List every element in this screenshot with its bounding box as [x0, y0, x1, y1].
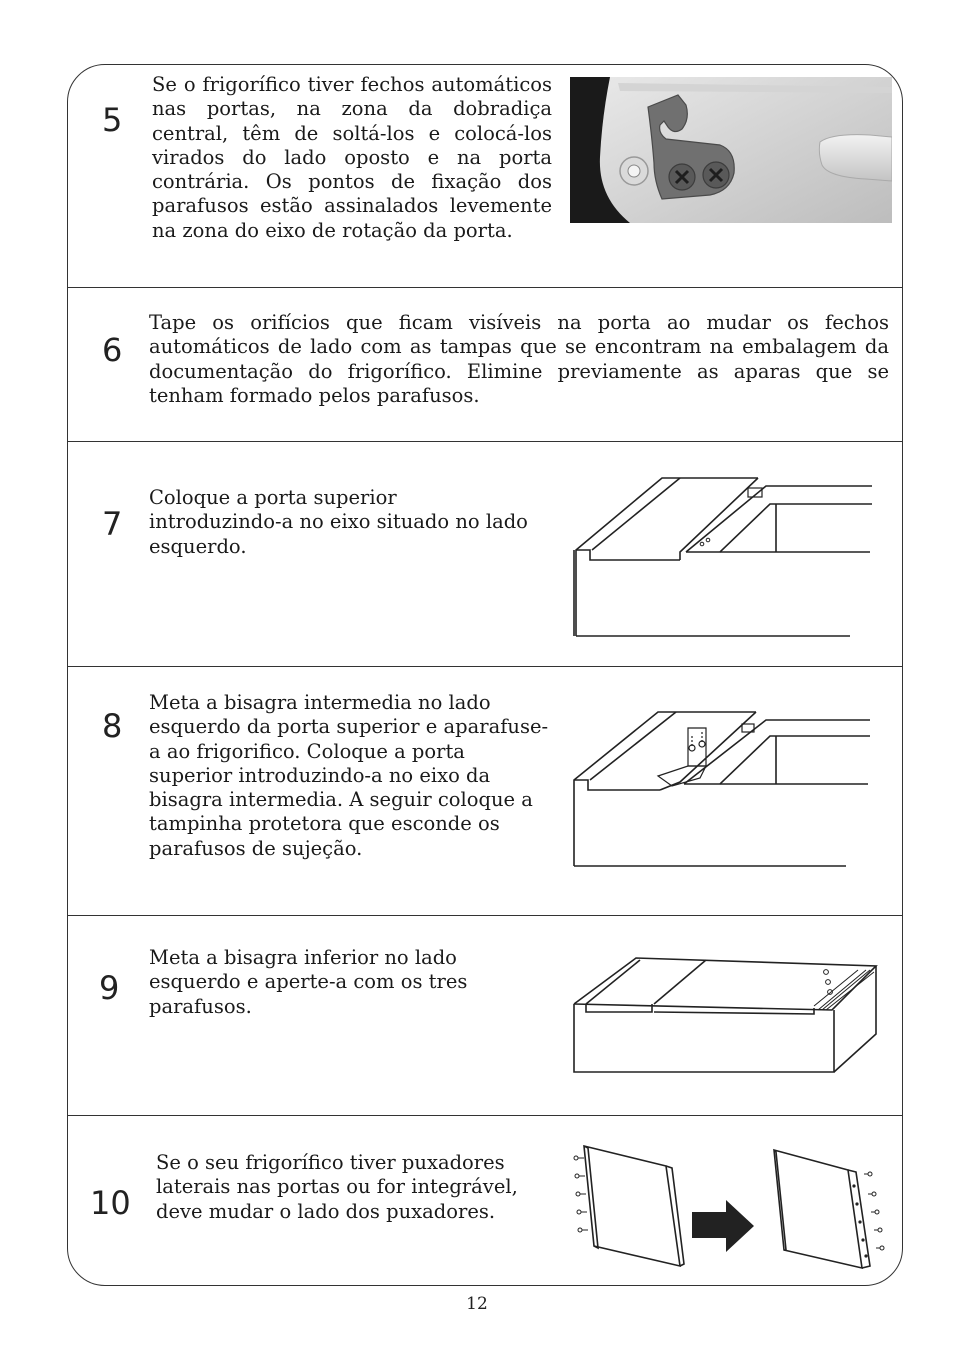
step-9-text: Meta a bisagra inferior no lado esquerdo e aperte-a com os tres parafusos.	[149, 946, 468, 1018]
step-5-text: Se o frigorífico tiver fechos automáticos nas portas, na zona da dobradiça central, têm de soltá-los e colocá-los virados do lado oposto e na porta contrária. Os pontos de fixação dos parafusos estão assinalados levemente na zona do eixo de rotação da porta.	[152, 73, 552, 242]
upper-door-hinge-drawing	[570, 472, 880, 642]
middle-hinge-drawing	[570, 706, 880, 872]
door-latch-photo	[570, 77, 892, 223]
divider-6-7	[68, 441, 902, 442]
step-9-number: 9	[99, 969, 120, 1007]
step-8-number: 8	[102, 707, 123, 745]
step-6-text: Tape os orifícios que ficam visíveis na porta ao mudar os fechos automáticos de lado com as tampas que se encontram na embalagem da documentação do frigorífico. Elimine previamente as aparas que se tenham formado pelos parafusos.	[149, 311, 889, 407]
step-7-text: Coloque a porta superior introduzindo-a no eixo situado no lado esquerdo.	[149, 486, 528, 558]
arrow-right-icon	[692, 1200, 754, 1252]
page-number: 12	[466, 1294, 488, 1314]
step-5-number: 5	[102, 101, 123, 139]
step-8-text: Meta a bisagra intermedia no lado esquerdo da porta superior e aparafuse-a ao frigorifico. Coloque a porta superior introduzindo-a no eixo da bisagra intermedia. A seguir coloque a tampinha protetora que esconde os parafusos de sujeção.	[149, 691, 549, 860]
divider-8-9	[67, 915, 902, 916]
divider-5-6	[68, 287, 902, 288]
divider-7-8	[68, 666, 902, 667]
step-10-number: 10	[90, 1184, 131, 1222]
step-10-text: Se o seu frigorífico tiver puxadores laterais nas portas ou for integrável, deve mudar o lado dos puxadores.	[156, 1151, 518, 1223]
divider-9-10	[68, 1115, 902, 1116]
step-7-number: 7	[102, 505, 123, 543]
instruction-frame	[67, 64, 903, 1286]
handle-swap-drawing	[570, 1138, 890, 1273]
lower-hinge-drawing	[570, 952, 882, 1076]
step-6-number: 6	[102, 331, 123, 369]
